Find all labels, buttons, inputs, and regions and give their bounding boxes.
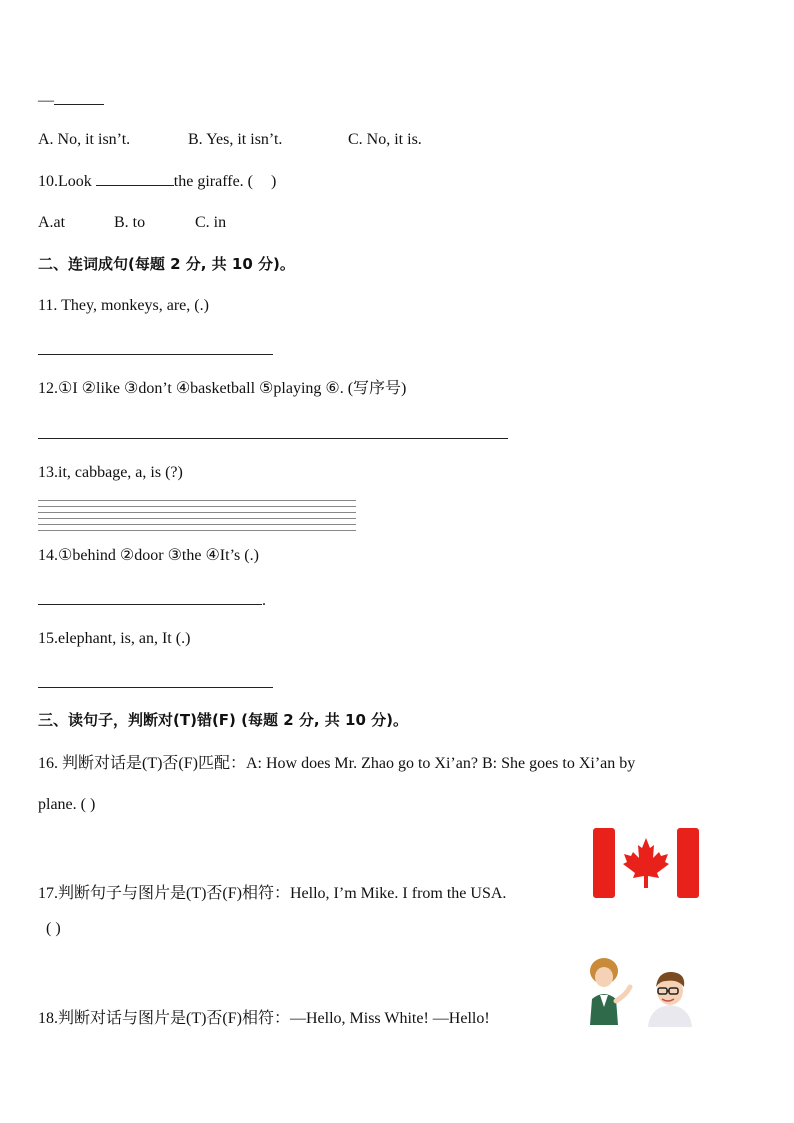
q13-text: 13.it, cabbage, a, is (?)	[38, 464, 183, 481]
q16-line2[interactable]: plane. ( )	[38, 796, 96, 813]
q9-answer-line	[38, 90, 104, 111]
q14-period: .	[262, 592, 266, 609]
q14-text: 14.①behind ②door ③the ④It’s (.)	[38, 547, 259, 564]
q9-options	[38, 130, 422, 150]
q10-blank[interactable]	[96, 171, 174, 186]
q11-text: 11. They, monkeys, are, (.)	[38, 297, 209, 314]
q16-line1: 16. 判断对话是(T)否(F)匹配：A: How does Mr. Zhao go to Xi’an? B: She goes to Xi’an by	[38, 755, 636, 772]
q9-dash: —	[38, 92, 54, 109]
q17-line1: 17.判断句子与图片是(T)否(F)相符：Hello, I’m Mike. I from the USA.	[38, 885, 507, 902]
teacher-and-boy-illustration	[580, 955, 700, 1032]
q10-option-c[interactable]: C. in	[195, 214, 227, 231]
q13-writing-lines[interactable]	[38, 495, 356, 531]
q10-question	[38, 171, 276, 192]
q12-answer-line[interactable]	[38, 438, 508, 439]
q10-option-b[interactable]: B. to	[114, 214, 146, 231]
q9-blank[interactable]	[54, 90, 104, 105]
q10-option-a[interactable]: A.at	[38, 214, 66, 231]
q15-answer-line[interactable]	[38, 687, 273, 688]
q12-text: 12.①I ②like ③don’t ④basketball ⑤playing ⑥. (写序号)	[38, 380, 407, 397]
q17-answer-paren[interactable]: ( )	[46, 920, 61, 937]
q10-close-paren: )	[271, 173, 277, 190]
section-2-title: 二、连词成句(每题 2 分, 共 10 分)。	[38, 255, 295, 273]
section-3-title: 三、读句子，判断对(T)错(F) (每题 2 分, 共 10 分)。	[38, 711, 408, 729]
q10-text-after: the giraffe. (	[173, 173, 253, 190]
q10-text-before: 10.Look	[38, 173, 96, 190]
q9-option-a[interactable]: A. No, it isn’t.	[38, 131, 131, 148]
canada-flag-icon	[593, 828, 699, 903]
q15-text: 15.elephant, is, an, It (.)	[38, 630, 191, 647]
q9-option-b[interactable]: B. Yes, it isn’t.	[188, 131, 283, 148]
q10-options	[38, 213, 226, 233]
q18-line1: 18.判断对话与图片是(T)否(F)相符：—Hello, Miss White! —Hello!	[38, 1010, 490, 1027]
q14-answer-line[interactable]	[38, 590, 262, 605]
q9-option-c[interactable]: C. No, it is.	[348, 131, 422, 148]
q14-answer	[38, 590, 266, 611]
q11-answer-line[interactable]	[38, 354, 273, 355]
